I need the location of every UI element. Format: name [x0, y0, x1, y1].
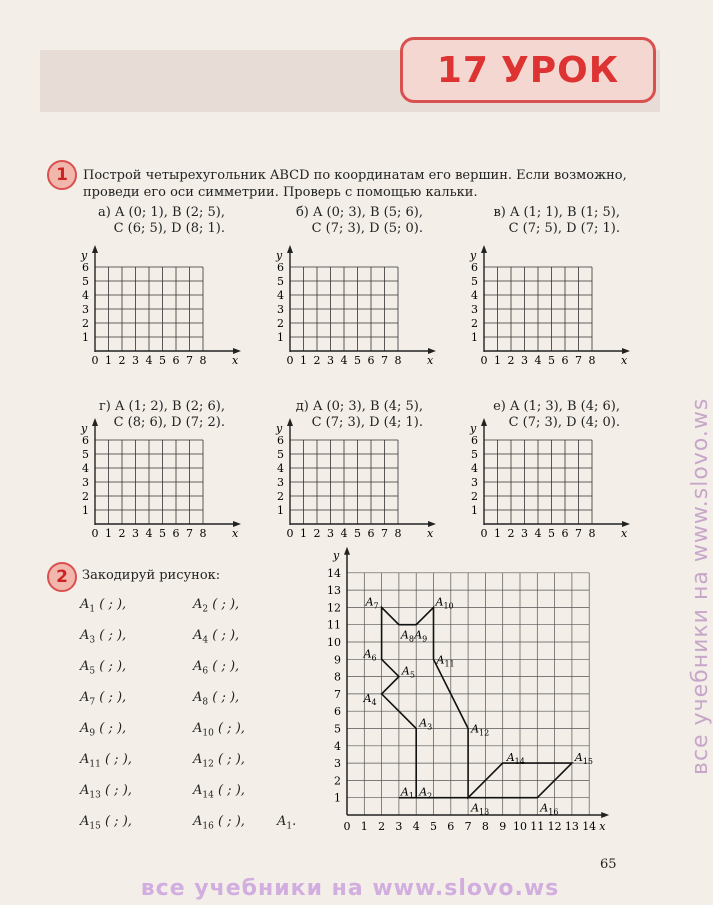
x-tick-label: 5 [354, 527, 361, 540]
x-tick-label: 4 [145, 527, 153, 540]
point-label-index: 10 [443, 601, 454, 611]
x-tick-label: 4 [340, 354, 348, 367]
x-tick-label: 14 [582, 820, 597, 833]
y-tick-label: 10 [327, 636, 341, 649]
point-label: $A_{10}$ [435, 595, 454, 611]
y-tick-label: 6 [82, 434, 89, 447]
condition-line1: д) A (0; 3), B (4; 5), [295, 399, 423, 414]
x-tick-label: 5 [354, 354, 361, 367]
x-tick-label: 4 [534, 527, 542, 540]
point-label: $A_{14}$ [506, 751, 525, 767]
y-tick-label: 5 [471, 275, 478, 288]
answer-cell: $A_6$ ( ; ), [193, 659, 240, 677]
x-tick-label: 5 [159, 354, 166, 367]
y-tick-label: 4 [471, 462, 478, 475]
y-tick-label: 3 [82, 476, 89, 489]
x-tick-label: 1 [360, 820, 368, 833]
x-tick-label: 8 [394, 527, 402, 540]
x-tick-label: 2 [118, 354, 126, 367]
x-tick-label: 8 [199, 354, 207, 367]
x-tick-label: 12 [547, 820, 562, 833]
answer-cell: $A_5$ ( ; ), [80, 659, 127, 677]
x-tick-label: 6 [561, 354, 569, 367]
watermark-vertical: все учебники на www.slovo.ws [688, 397, 713, 775]
point-label-index: 1 [408, 791, 414, 801]
y-tick-label: 6 [334, 705, 341, 719]
x-tick-label: 1 [105, 354, 112, 367]
x-axis-label: x [621, 354, 628, 367]
y-tick-label: 3 [277, 476, 284, 489]
y-tick-label: 5 [334, 722, 341, 736]
point-label: $A_4$ [363, 691, 377, 707]
y-tick-label: 1 [471, 331, 478, 344]
x-tick-label: 1 [300, 527, 307, 540]
x-tick-label: 2 [313, 354, 321, 367]
y-tick-label: 5 [277, 448, 284, 461]
y-tick-label: 5 [277, 275, 284, 288]
x-tick-label: 3 [521, 527, 528, 540]
point-label-index: 7 [373, 601, 379, 611]
point-label-index: 16 [548, 807, 559, 817]
point-label: $A_9$ [414, 628, 428, 644]
x-tick-label: 0 [286, 527, 294, 540]
x-tick-label: 7 [186, 527, 193, 540]
x-tick-label: 7 [381, 527, 388, 540]
y-axis-label: y [81, 249, 88, 262]
x-tick-label: 0 [343, 820, 351, 833]
y-tick-label: 2 [277, 490, 284, 503]
y-tick-label: 3 [334, 757, 341, 771]
point-label: $A_{15}$ [574, 751, 594, 767]
answer-cell: $A_4$ ( ; ), [193, 628, 240, 646]
x-tick-label: 3 [395, 820, 403, 833]
y-tick-label: 2 [82, 490, 89, 503]
y-tick-label: 6 [471, 261, 478, 274]
x-axis-label: x [427, 527, 434, 540]
condition-line2: C (7; 3), D (4; 0). [508, 415, 620, 430]
x-tick-label: 6 [367, 354, 375, 367]
x-axis-label: x [427, 354, 434, 367]
x-tick-label: 4 [412, 820, 420, 833]
y-tick-label: 2 [471, 317, 478, 330]
x-axis-label: x [599, 820, 606, 833]
answer-cell: $A_{15}$ ( ; ), [80, 814, 132, 832]
x-tick-label: 13 [564, 820, 579, 833]
y-tick-label: 6 [82, 261, 89, 274]
y-tick-label: 5 [471, 448, 478, 461]
y-axis-label: y [276, 249, 283, 262]
watermark-bottom: все учебники на www.slovo.ws [140, 876, 560, 901]
x-axis-arrow [601, 812, 609, 818]
point-label-index: 12 [479, 728, 490, 738]
point-label-index: 15 [582, 757, 594, 767]
y-axis-label: y [276, 422, 283, 435]
condition-line1: в) A (1; 1), B (1; 5), [493, 205, 620, 220]
answer-cell: $A_1$ ( ; ), [80, 597, 127, 615]
x-tick-label: 1 [105, 527, 112, 540]
y-tick-label: 6 [277, 434, 284, 447]
x-tick-label: 10 [513, 820, 527, 833]
y-tick-label: 7 [334, 687, 341, 701]
x-tick-label: 4 [340, 527, 348, 540]
x-tick-label: 11 [530, 820, 545, 833]
y-tick-label: 11 [327, 618, 341, 632]
condition-line2: C (6; 5), D (8; 1). [113, 221, 225, 236]
condition-line1: а) A (0; 1), B (2; 5), [98, 205, 225, 220]
x-tick-label: 1 [494, 354, 501, 367]
y-tick-label: 3 [471, 476, 478, 489]
y-tick-label: 2 [471, 490, 478, 503]
x-tick-label: 5 [430, 820, 437, 833]
y-tick-label: 2 [82, 317, 89, 330]
y-tick-label: 2 [334, 774, 341, 788]
y-tick-label: 4 [471, 289, 478, 302]
x-tick-label: 2 [378, 820, 386, 833]
y-tick-label: 1 [277, 331, 284, 344]
x-tick-label: 5 [548, 527, 555, 540]
y-tick-label: 1 [334, 791, 341, 805]
condition-line2: C (7; 3), D (5; 0). [311, 221, 423, 236]
y-axis-label: y [81, 422, 88, 435]
y-tick-label: 1 [82, 331, 89, 344]
condition-line2: C (7; 3), D (4; 1). [311, 415, 423, 430]
answer-cell: $A_{14}$ ( ; ), [193, 783, 245, 801]
point-label: $A_{12}$ [471, 722, 490, 738]
task1-text: Построй четырехугольник ABCD по координатам его вершин. Если возможно, проведи его оси симметрии. Проверь с помощью кальки. [83, 168, 627, 200]
condition-line1: е) A (1; 3), B (4; 6), [493, 399, 620, 414]
point-label: $A_1$ [400, 785, 414, 801]
x-tick-label: 0 [91, 354, 99, 367]
x-tick-label: 8 [394, 354, 402, 367]
y-tick-label: 4 [82, 289, 89, 302]
condition-line1: г) A (1; 2), B (2; 6), [98, 399, 225, 414]
y-axis-label: y [333, 548, 340, 562]
y-tick-label: 5 [82, 448, 89, 461]
task2-number: 2 [47, 562, 77, 592]
answer-cell: $A_{16}$ ( ; ), [193, 814, 245, 832]
y-axis-arrow [344, 547, 350, 555]
x-tick-label: 6 [367, 527, 375, 540]
x-tick-label: 8 [588, 354, 596, 367]
condition-line2: C (7; 5), D (7; 1). [508, 221, 620, 236]
answer-cell: $A_9$ ( ; ), [80, 721, 127, 739]
y-tick-label: 6 [471, 434, 478, 447]
x-tick-label: 7 [575, 527, 582, 540]
x-tick-label: 3 [327, 527, 334, 540]
point-label-index: 9 [422, 634, 428, 644]
task2-label: Закодируй рисунок: [82, 568, 221, 583]
y-tick-label: 4 [277, 289, 284, 302]
y-axis-label: y [470, 249, 477, 262]
x-tick-label: 7 [381, 354, 388, 367]
x-tick-label: 8 [481, 820, 489, 833]
point-label: $A_8$ [400, 628, 414, 644]
answer-cell: $A_{12}$ ( ; ), [193, 752, 245, 770]
y-tick-label: 12 [327, 601, 341, 615]
point-label-index: 2 [427, 791, 433, 801]
y-tick-label: 2 [277, 317, 284, 330]
y-tick-label: 1 [471, 504, 478, 517]
y-tick-label: 1 [277, 504, 284, 517]
point-label-index: 8 [408, 634, 414, 644]
y-tick-label: 4 [82, 462, 89, 475]
y-tick-label: 4 [277, 462, 284, 475]
x-tick-label: 0 [480, 527, 488, 540]
x-tick-label: 6 [172, 527, 180, 540]
lesson-word: УРОК [500, 49, 620, 91]
point-label: $A_7$ [365, 595, 379, 611]
x-tick-label: 1 [494, 527, 501, 540]
answer-cell: $A_2$ ( ; ), [193, 597, 240, 615]
answer-tail: $A_1$. [277, 814, 297, 832]
point-label: $A_{11}$ [436, 653, 455, 669]
x-tick-label: 5 [548, 354, 555, 367]
x-axis-label: x [232, 354, 239, 367]
y-tick-label: 4 [334, 739, 341, 753]
condition-line1: б) A (0; 3), B (5; 6), [295, 205, 423, 220]
y-tick-label: 13 [327, 584, 341, 598]
point-label-index: 13 [479, 807, 490, 817]
point-label: $A_3$ [419, 716, 433, 732]
answer-cell: $A_8$ ( ; ), [193, 690, 240, 708]
point-label-index: 11 [444, 659, 455, 669]
y-tick-label: 3 [82, 303, 89, 316]
y-tick-label: 6 [277, 261, 284, 274]
x-tick-label: 3 [327, 354, 334, 367]
x-tick-label: 6 [172, 354, 180, 367]
x-tick-label: 2 [118, 527, 126, 540]
answer-cell: $A_3$ ( ; ), [80, 628, 127, 646]
point-label: $A_6$ [363, 647, 377, 663]
x-tick-label: 0 [286, 354, 294, 367]
condition-line2: C (8; 6), D (7; 2). [113, 415, 225, 430]
y-axis-label: y [470, 422, 477, 435]
x-tick-label: 7 [575, 354, 582, 367]
answer-cell: $A_{11}$ ( ; ), [80, 752, 132, 770]
point-label-index: 14 [514, 757, 525, 767]
page-number: 65 [600, 857, 617, 872]
x-tick-label: 4 [145, 354, 153, 367]
x-tick-label: 6 [447, 820, 455, 833]
point-label-index: 3 [427, 722, 433, 732]
y-tick-label: 3 [471, 303, 478, 316]
answer-cell: $A_{13}$ ( ; ), [80, 783, 132, 801]
x-tick-label: 7 [186, 354, 193, 367]
point-label-index: 6 [371, 653, 377, 663]
x-axis-label: x [621, 527, 628, 540]
lesson-number: 17 [436, 49, 489, 91]
x-tick-label: 7 [464, 820, 472, 833]
y-tick-label: 1 [82, 504, 89, 517]
x-tick-label: 3 [132, 354, 139, 367]
x-tick-label: 3 [521, 354, 528, 367]
y-tick-label: 5 [82, 275, 89, 288]
x-tick-label: 3 [132, 527, 139, 540]
x-tick-label: 2 [507, 527, 515, 540]
x-tick-label: 9 [499, 820, 507, 833]
task1-number: 1 [47, 160, 77, 190]
x-tick-label: 4 [534, 354, 542, 367]
x-tick-label: 2 [507, 354, 515, 367]
x-tick-label: 5 [159, 527, 166, 540]
x-tick-label: 1 [300, 354, 307, 367]
y-tick-label: 8 [334, 670, 341, 684]
answer-cell: $A_{10}$ ( ; ), [193, 721, 245, 739]
x-tick-label: 0 [480, 354, 488, 367]
point-label-index: 5 [409, 670, 415, 680]
y-tick-label: 3 [277, 303, 284, 316]
x-tick-label: 8 [199, 527, 207, 540]
point-label: $A_2$ [419, 785, 433, 801]
point-label: $A_{16}$ [540, 801, 559, 817]
point-label-index: 4 [371, 697, 377, 707]
y-tick-label: 9 [334, 653, 341, 667]
x-tick-label: 6 [561, 527, 569, 540]
answer-cell: $A_7$ ( ; ), [80, 690, 127, 708]
x-tick-label: 8 [588, 527, 596, 540]
point-label: $A_{13}$ [471, 801, 490, 817]
x-tick-label: 0 [91, 527, 99, 540]
x-axis-label: x [232, 527, 239, 540]
y-tick-label: 14 [327, 566, 341, 580]
x-tick-label: 2 [313, 527, 321, 540]
point-label: $A_5$ [401, 664, 415, 680]
